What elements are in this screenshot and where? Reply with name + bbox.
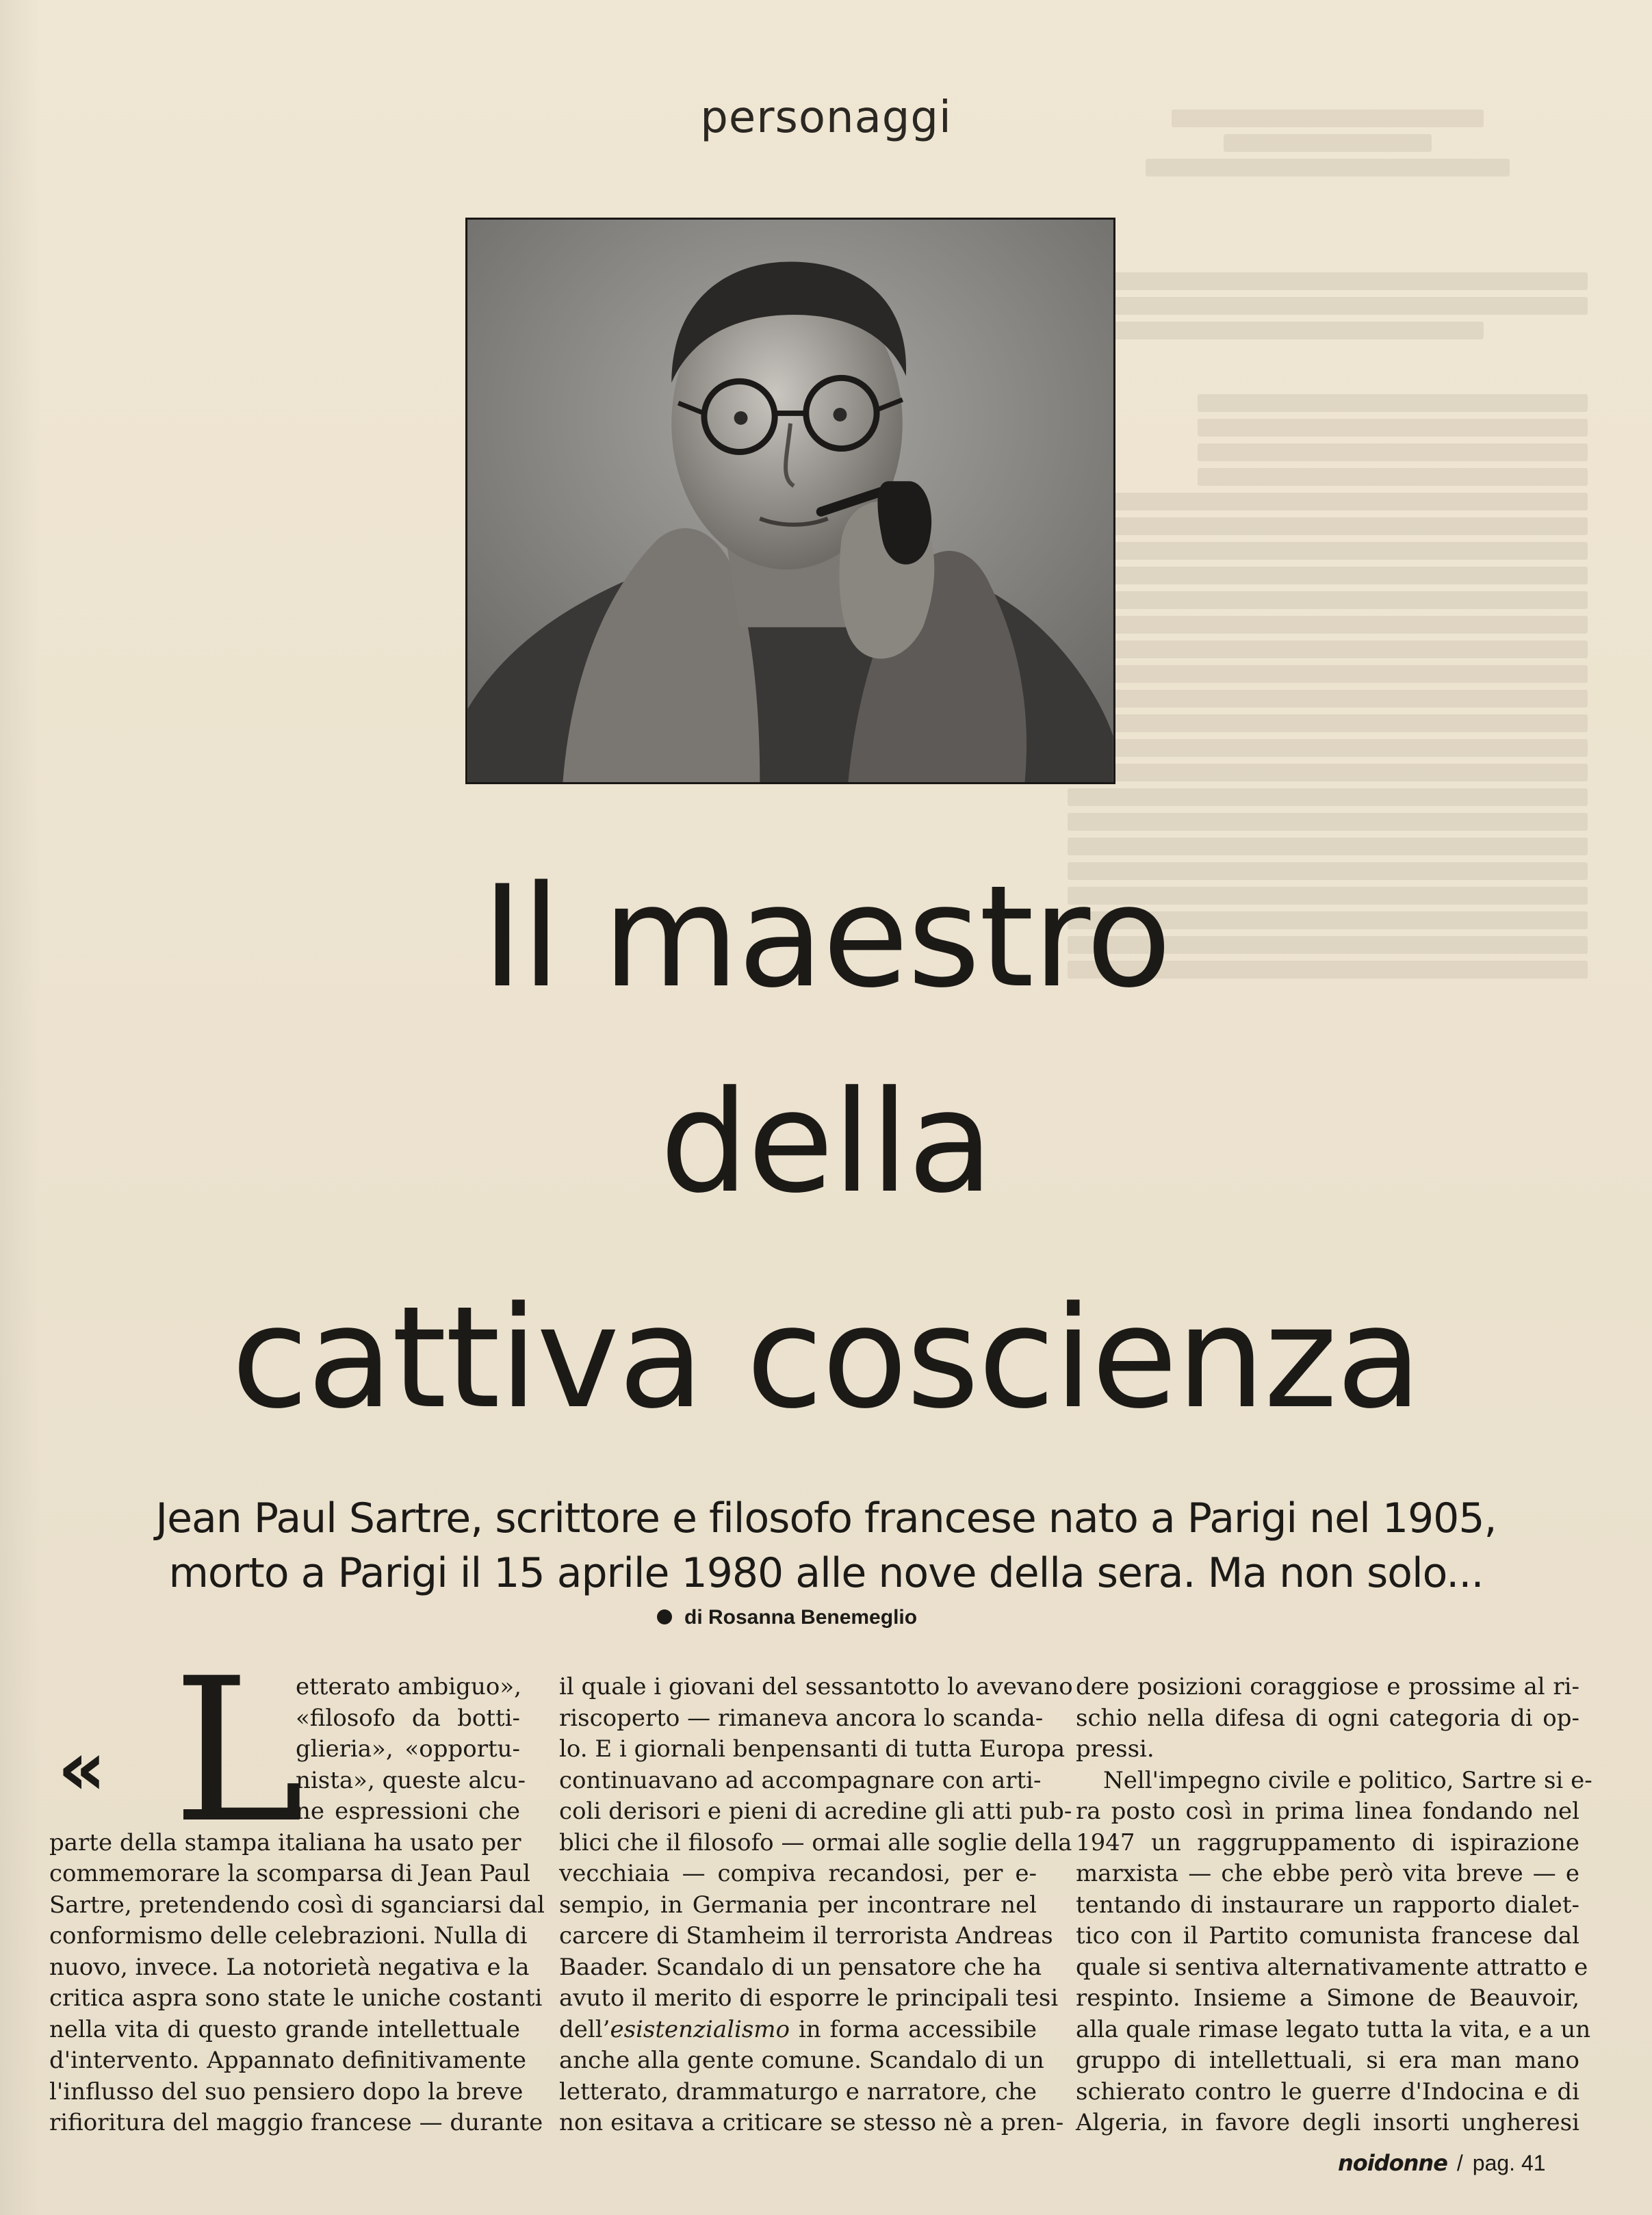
text-line: lo. E i giornali benpensanti di tutta Europa: [559, 1735, 1066, 1763]
text-line: riscoperto — rimaneva ancora lo scanda-: [559, 1704, 1044, 1732]
text-line: coli derisori e pieni di acredine gli atti pub-: [559, 1798, 1072, 1825]
section-label: personaggi: [700, 92, 952, 143]
text-line: il quale i giovani del sessantotto lo avevano: [559, 1673, 1073, 1700]
text-line: 1947 un raggruppamento di ispirazione: [1076, 1828, 1579, 1856]
text-line: rifioritura del maggio francese — durante: [49, 2109, 543, 2136]
page-footer: [1338, 2150, 1546, 2176]
text-line: commemorare la scomparsa di Jean Paul: [49, 1860, 531, 1887]
text-line: avuto il merito di esporre le principali tesi: [559, 1984, 1059, 2012]
column-3-text: [1076, 1672, 1592, 2139]
text-line: nista», queste alcu-: [296, 1766, 526, 1794]
text-line: l'influsso del suo pensiero dopo la breve: [49, 2077, 524, 2106]
quote-mark-glyph: «: [57, 1724, 107, 1812]
drop-cap-letter: L: [172, 1636, 305, 1867]
text-line: gruppo di intellettuali, si era man mano: [1076, 2047, 1579, 2074]
text-line: nuovo, invece. La notorietà negativa e la: [49, 1953, 530, 1981]
text-line: respinto. Insieme a Simone de Beauvoir,: [1076, 1984, 1579, 2012]
text-line: Sartre, pretendendo così di sganciarsi dal: [49, 1891, 545, 1919]
text-line: carcere di Stamheim il terrorista Andreas: [559, 1922, 1053, 1950]
text-line: Algeria, in favore degli insorti ungheresi: [1076, 2109, 1579, 2136]
text-line: glieria», «opportu-: [296, 1735, 520, 1763]
headline-line-1: Il maestro: [481, 856, 1171, 1019]
bullet-icon: [657, 1609, 672, 1624]
text-line: nella vita di questo grande intellettuale: [49, 2015, 520, 2043]
text-line: dell’esistenzialismo in forma accessibile: [559, 2015, 1037, 2043]
text-line: marxista — che ebbe però vita breve — e: [1076, 1860, 1579, 1887]
text-line: letterato, drammaturgo e narratore, che: [559, 2077, 1037, 2106]
article-column-1: [49, 1636, 545, 2139]
text-line: anche alla gente comune. Scandalo di un: [559, 2047, 1044, 2074]
text-line: quale si sentiva alternativamente attratto e: [1076, 1953, 1588, 1981]
text-line: alla quale rimase legato tutta la vita, e a un: [1076, 2015, 1591, 2043]
text-line: ra posto così in prima linea fondando nel: [1076, 1798, 1579, 1825]
text-line: Baader. Scandalo di un pensatore che ha: [559, 1953, 1042, 1981]
text-line: ne espressioni che: [296, 1798, 520, 1825]
text-line: continuavano ad accompagnare con arti-: [559, 1766, 1042, 1794]
text-line: sempio, in Germania per incontrare nel: [559, 1891, 1037, 1919]
text-line: schio nella difesa di ogni categoria di op-: [1076, 1704, 1579, 1732]
text-line: etterato ambiguo»,: [296, 1673, 521, 1700]
portrait-photo: [465, 218, 1115, 784]
subtitle-line-1: Jean Paul Sartre, scrittore e filosofo francese nato a Parigi nel 1905,: [155, 1494, 1497, 1542]
text-line: pressi.: [1076, 1735, 1154, 1763]
text-line: parte della stampa italiana ha usato per: [49, 1828, 521, 1856]
page-number: pag. 41: [1472, 2151, 1546, 2175]
headline-line-2: della: [660, 1061, 992, 1224]
text-line: vecchiaia — compiva recandosi, per e-: [559, 1860, 1037, 1887]
text-line: tico con il Partito comunista francese dal: [1076, 1922, 1579, 1950]
text-line: «filosofo da botti-: [296, 1704, 520, 1732]
text-line: dere posizioni coraggiose e prossime al ri-: [1076, 1673, 1579, 1700]
portrait-illustration: [467, 220, 1113, 782]
column-2-text: [559, 1672, 1073, 2139]
text-line: critica aspra sono state le uniche costanti: [49, 1984, 543, 2012]
text-line: conformismo delle celebrazioni. Nulla di: [49, 1922, 528, 1950]
text-line: d'intervento. Appannato definitivamente: [49, 2047, 527, 2074]
byline: [657, 1606, 917, 1629]
author-name: di Rosanna Benemeglio: [684, 1606, 918, 1629]
text-line: tentando di instaurare un rapporto dialet-: [1076, 1891, 1579, 1919]
text-line: Nell'impegno civile e politico, Sartre si e-: [1103, 1766, 1592, 1794]
footer-separator: /: [1456, 2151, 1463, 2175]
article-column-2: [559, 1672, 1073, 2139]
headline-line-3: cattiva coscienza: [231, 1277, 1421, 1440]
text-line: schierato contro le guerre d'Indocina e di: [1076, 2077, 1579, 2106]
magazine-brand: noidonne: [1338, 2150, 1447, 2176]
text-line: blici che il filosofo — ormai alle soglie della: [559, 1828, 1072, 1856]
text-line: non esitava a criticare se stesso nè a pren-: [559, 2109, 1064, 2136]
subtitle-line-2: morto a Parigi il 15 aprile 1980 alle nove della sera. Ma non solo...: [168, 1549, 1484, 1597]
article-column-3: [1076, 1672, 1592, 2139]
